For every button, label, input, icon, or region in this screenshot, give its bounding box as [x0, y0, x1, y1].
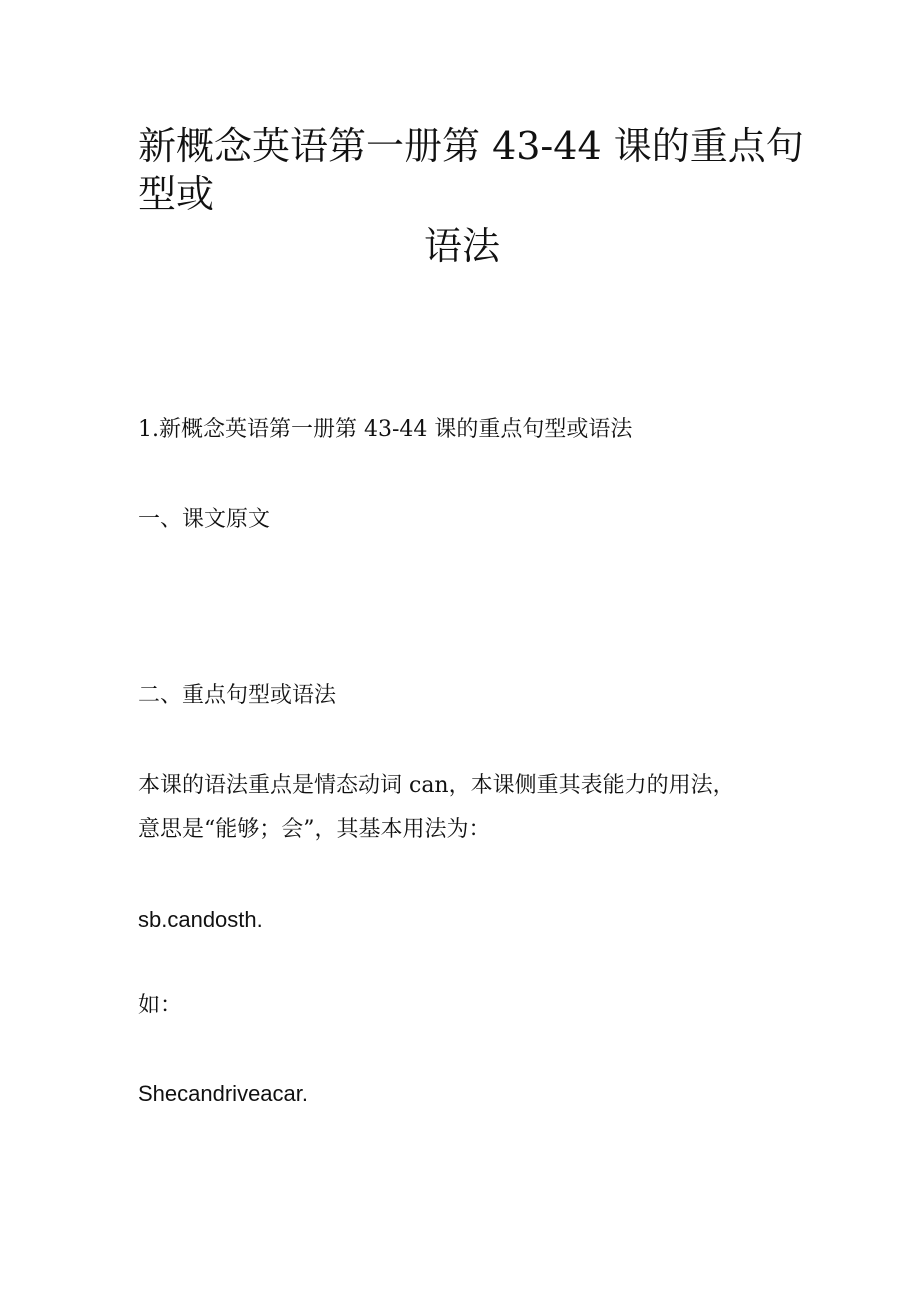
- page-title-line-1: 新概念英语第一册第 43-44 课的重点句: [138, 124, 804, 168]
- document-subtitle: 1.新概念英语第一册第 43-44 课的重点句型或语法: [138, 417, 633, 442]
- grammar-pattern: sb.candosth.: [138, 907, 263, 932]
- example-intro: 如：: [138, 993, 183, 1018]
- page-title-line-3: 语法: [424, 224, 501, 268]
- body-paragraph-line-1: 本课的语法重点是情态动词 can，本课侧重其表能力的用法，: [138, 773, 735, 798]
- body-paragraph-line-2: 意思是“能够；会”，其基本用法为：: [138, 817, 491, 842]
- example-sentence: Shecandriveacar.: [138, 1081, 308, 1106]
- section-heading-key-grammar: 二、重点句型或语法: [138, 683, 337, 708]
- page-title-line-2: 型或: [138, 172, 215, 216]
- section-heading-original-text: 一、课文原文: [138, 507, 271, 532]
